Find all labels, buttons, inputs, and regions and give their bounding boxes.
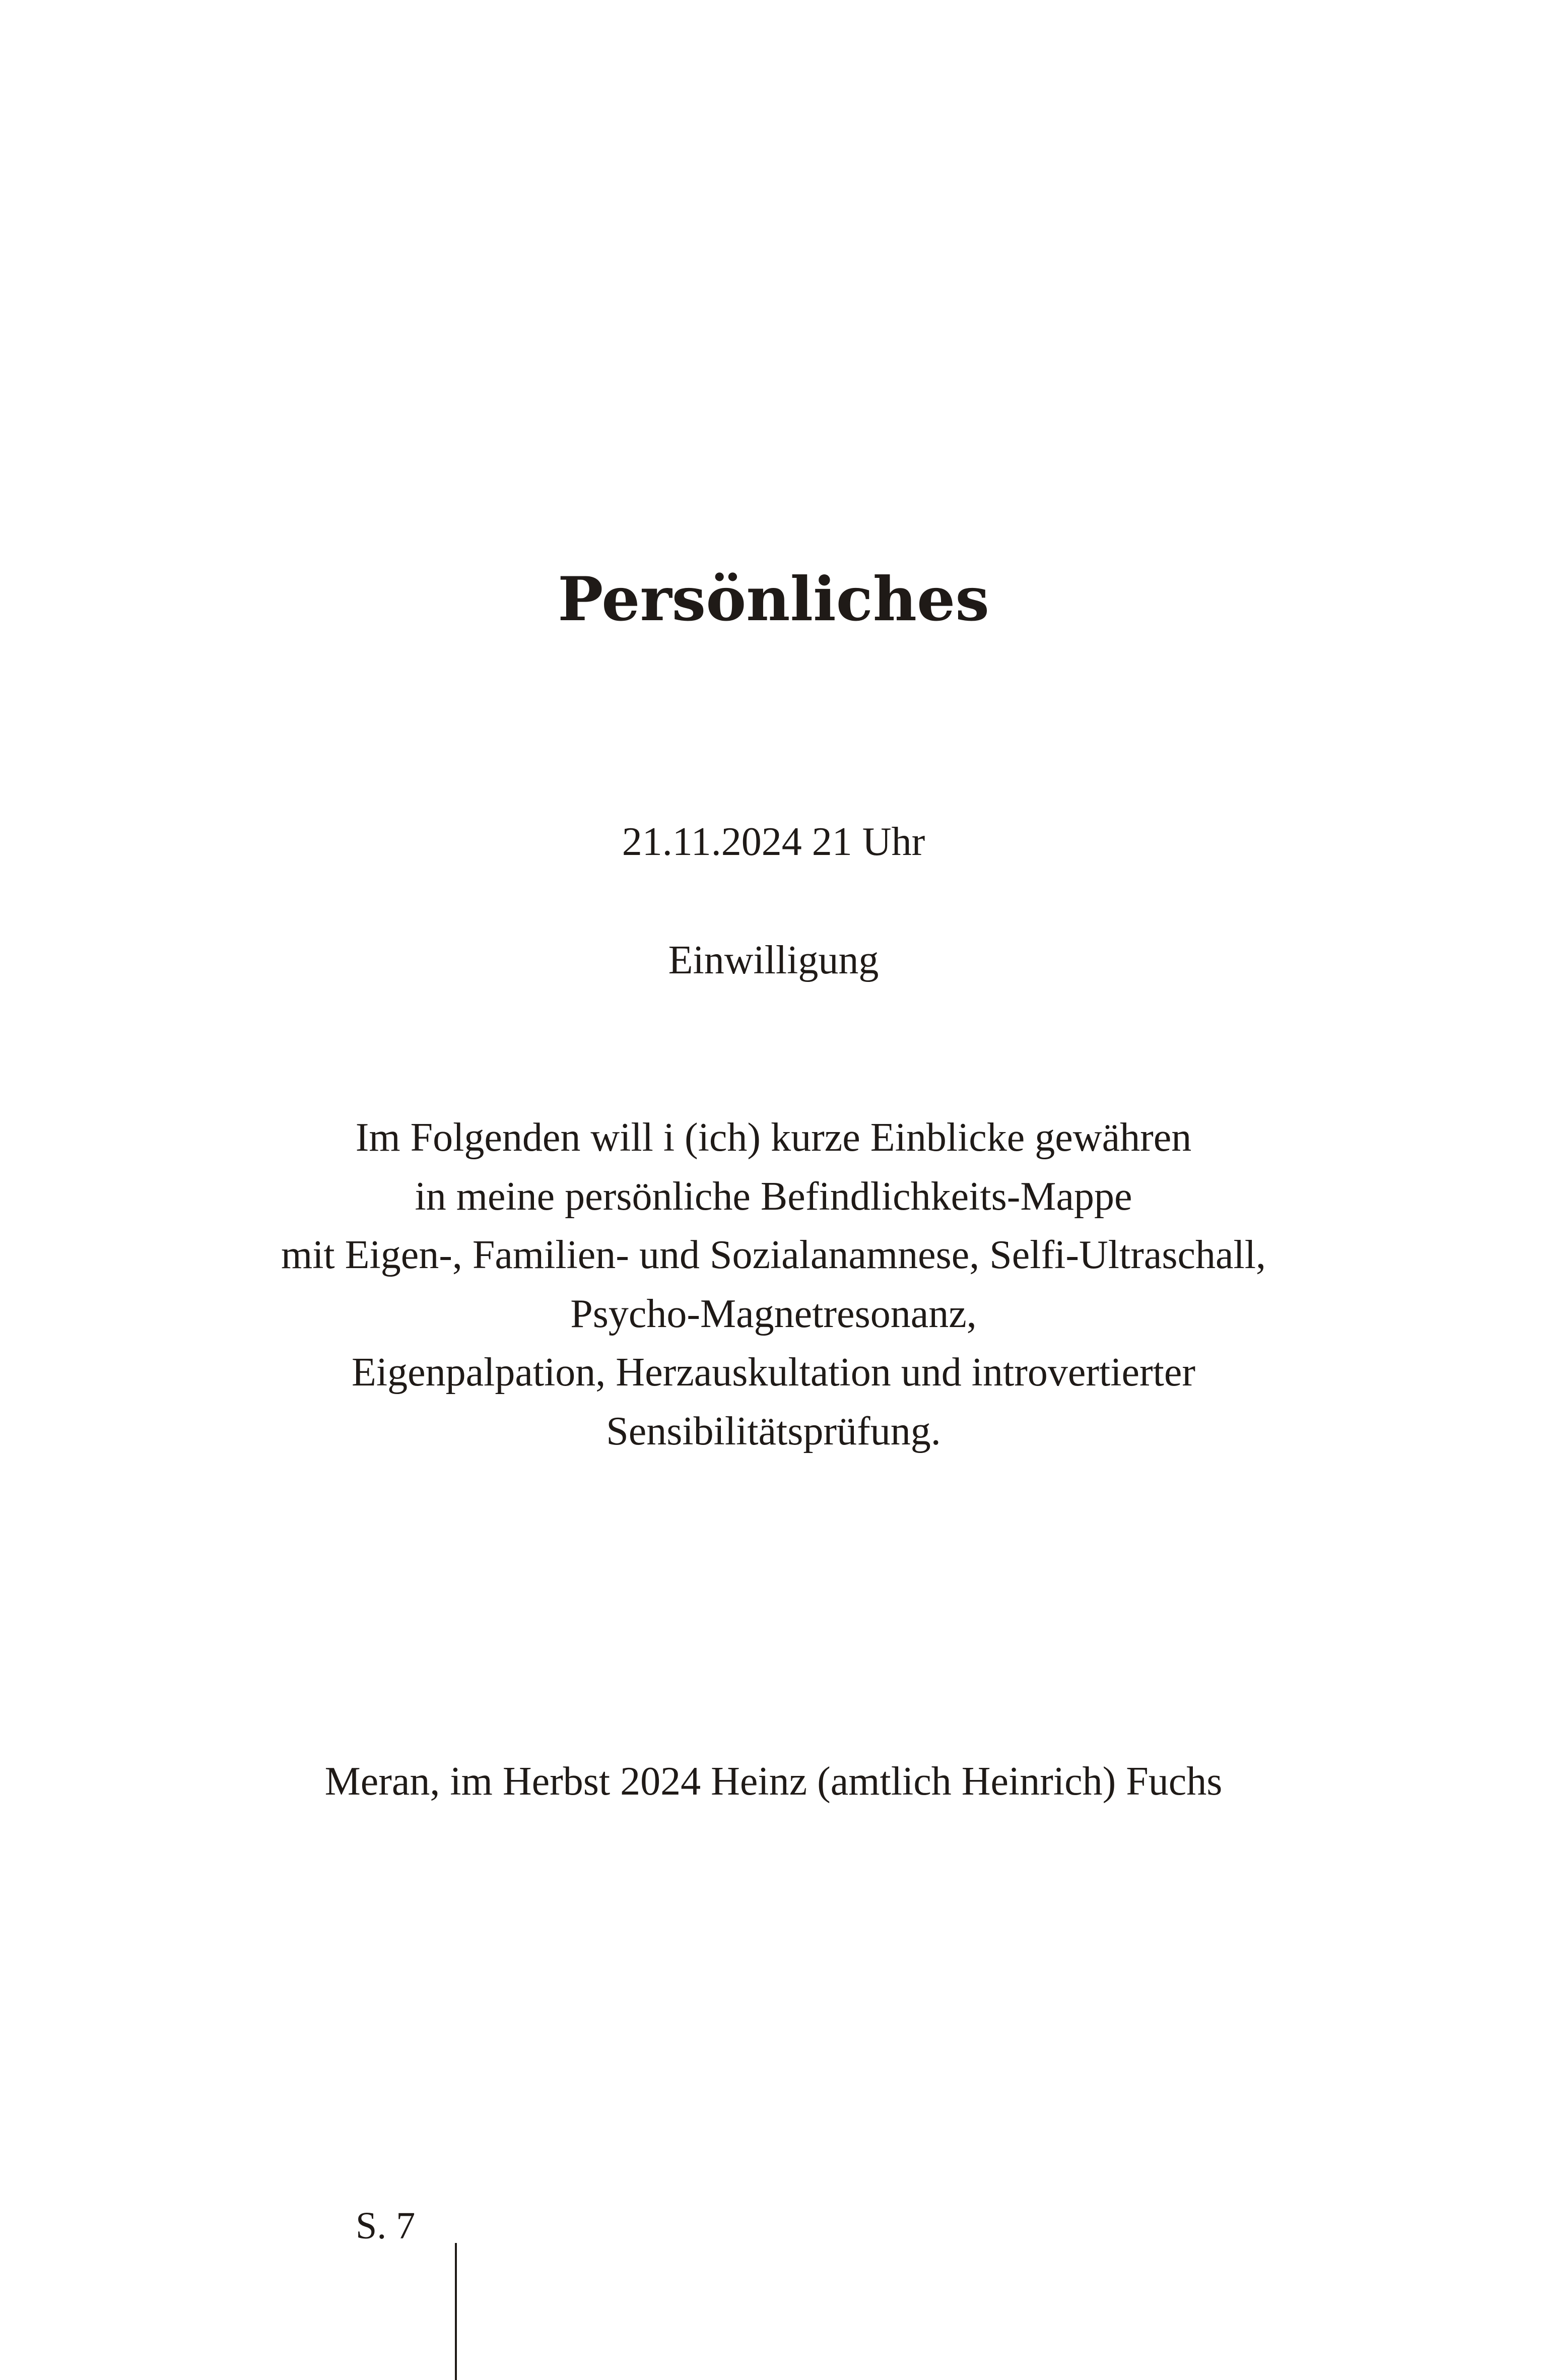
body-line: mit Eigen-, Familien- und Sozialanamnese, Selfi-Ultraschall, [281,1233,1266,1277]
body-line: Eigenpalpation, Herzauskultation und introvertierter [352,1350,1195,1395]
body-paragraph [0,1108,1547,1461]
page-number-divider [455,2243,457,2380]
section-heading: Einwilligung [668,938,879,982]
signature-line: Meran, im Herbst 2024 Heinz (amtlich Heinrich) Fuchs [324,1759,1223,1804]
page-number: S. 7 [356,2205,416,2247]
body-line: Sensibilitätsprüfung. [606,1409,941,1453]
dateline: 21.11.2024 21 Uhr [622,820,925,864]
body-line: in meine persönliche Befindlichkeits-Mappe [415,1174,1132,1219]
body-line: Im Folgenden will i (ich) kurze Einblicke gewähren [355,1115,1192,1160]
page-title: Persönliches [558,564,989,635]
body-line: Psycho-Magnetresonanz, [570,1291,977,1336]
